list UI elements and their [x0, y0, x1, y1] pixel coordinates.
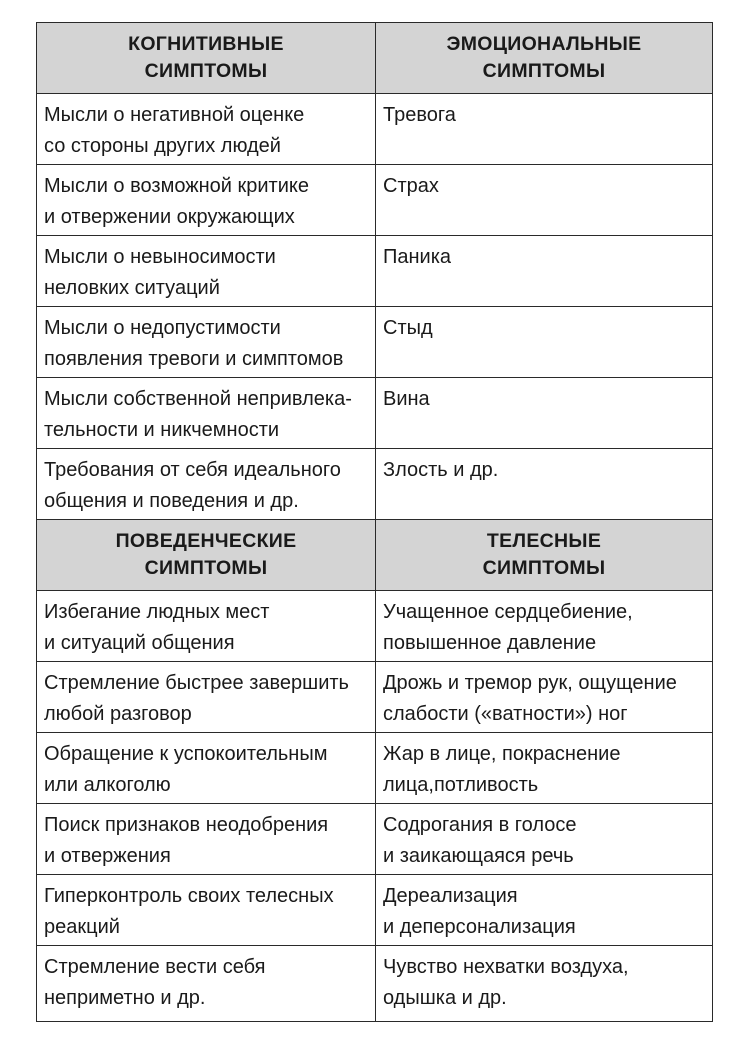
bodily-cell: Содрогания в голосе и заикающаяся речь — [376, 804, 713, 875]
cognitive-cell: Мысли о возможной критике и отвержении окружающих — [37, 165, 376, 236]
header-behavioral: ПОВЕДЕНЧЕСКИЕ СИМПТОМЫ — [37, 520, 376, 591]
symptoms-table — [36, 22, 713, 1022]
table-row — [37, 946, 713, 1022]
behavioral-cell: Обращение к успокоительным или алкоголю — [37, 733, 376, 804]
section-header-row — [37, 23, 713, 94]
bodily-cell: Чувство нехватки воздуха, одышка и др. — [376, 946, 713, 1022]
table-row — [37, 804, 713, 875]
header-emotional: ЭМОЦИОНАЛЬНЫЕ СИМПТОМЫ — [376, 23, 713, 94]
table-row — [37, 378, 713, 449]
table-row — [37, 591, 713, 662]
emotional-cell: Вина — [376, 378, 713, 449]
cognitive-cell: Мысли о недопустимости появления тревоги и симптомов — [37, 307, 376, 378]
table-row — [37, 662, 713, 733]
behavioral-cell: Стремление вести себя неприметно и др. — [37, 946, 376, 1022]
section-header-row — [37, 520, 713, 591]
bodily-cell: Учащенное сердцебиение, повышенное давление — [376, 591, 713, 662]
cognitive-cell: Мысли о негативной оценке со стороны других людей — [37, 94, 376, 165]
emotional-cell: Тревога — [376, 94, 713, 165]
emotional-cell: Паника — [376, 236, 713, 307]
table-row — [37, 236, 713, 307]
table-row — [37, 733, 713, 804]
behavioral-cell: Гиперконтроль своих телесных реакций — [37, 875, 376, 946]
table-row — [37, 307, 713, 378]
header-bodily: ТЕЛЕСНЫЕ СИМПТОМЫ — [376, 520, 713, 591]
table-row — [37, 875, 713, 946]
emotional-cell: Злость и др. — [376, 449, 713, 520]
behavioral-cell: Избегание людных мест и ситуаций общения — [37, 591, 376, 662]
table-row — [37, 165, 713, 236]
emotional-cell: Стыд — [376, 307, 713, 378]
bodily-cell: Жар в лице, покраснение лица,потливость — [376, 733, 713, 804]
header-cognitive: КОГНИТИВНЫЕ СИМПТОМЫ — [37, 23, 376, 94]
emotional-cell: Страх — [376, 165, 713, 236]
table-row — [37, 449, 713, 520]
bodily-cell: Дереализация и деперсонализация — [376, 875, 713, 946]
behavioral-cell: Поиск признаков неодобрения и отвержения — [37, 804, 376, 875]
table-row — [37, 94, 713, 165]
behavioral-cell: Стремление быстрее завершить любой разговор — [37, 662, 376, 733]
bodily-cell: Дрожь и тремор рук, ощущение слабости («ватности») ног — [376, 662, 713, 733]
cognitive-cell: Мысли собственной непривлека- тельности и никчемности — [37, 378, 376, 449]
cognitive-cell: Мысли о невыносимости неловких ситуаций — [37, 236, 376, 307]
cognitive-cell: Требования от себя идеального общения и поведения и др. — [37, 449, 376, 520]
